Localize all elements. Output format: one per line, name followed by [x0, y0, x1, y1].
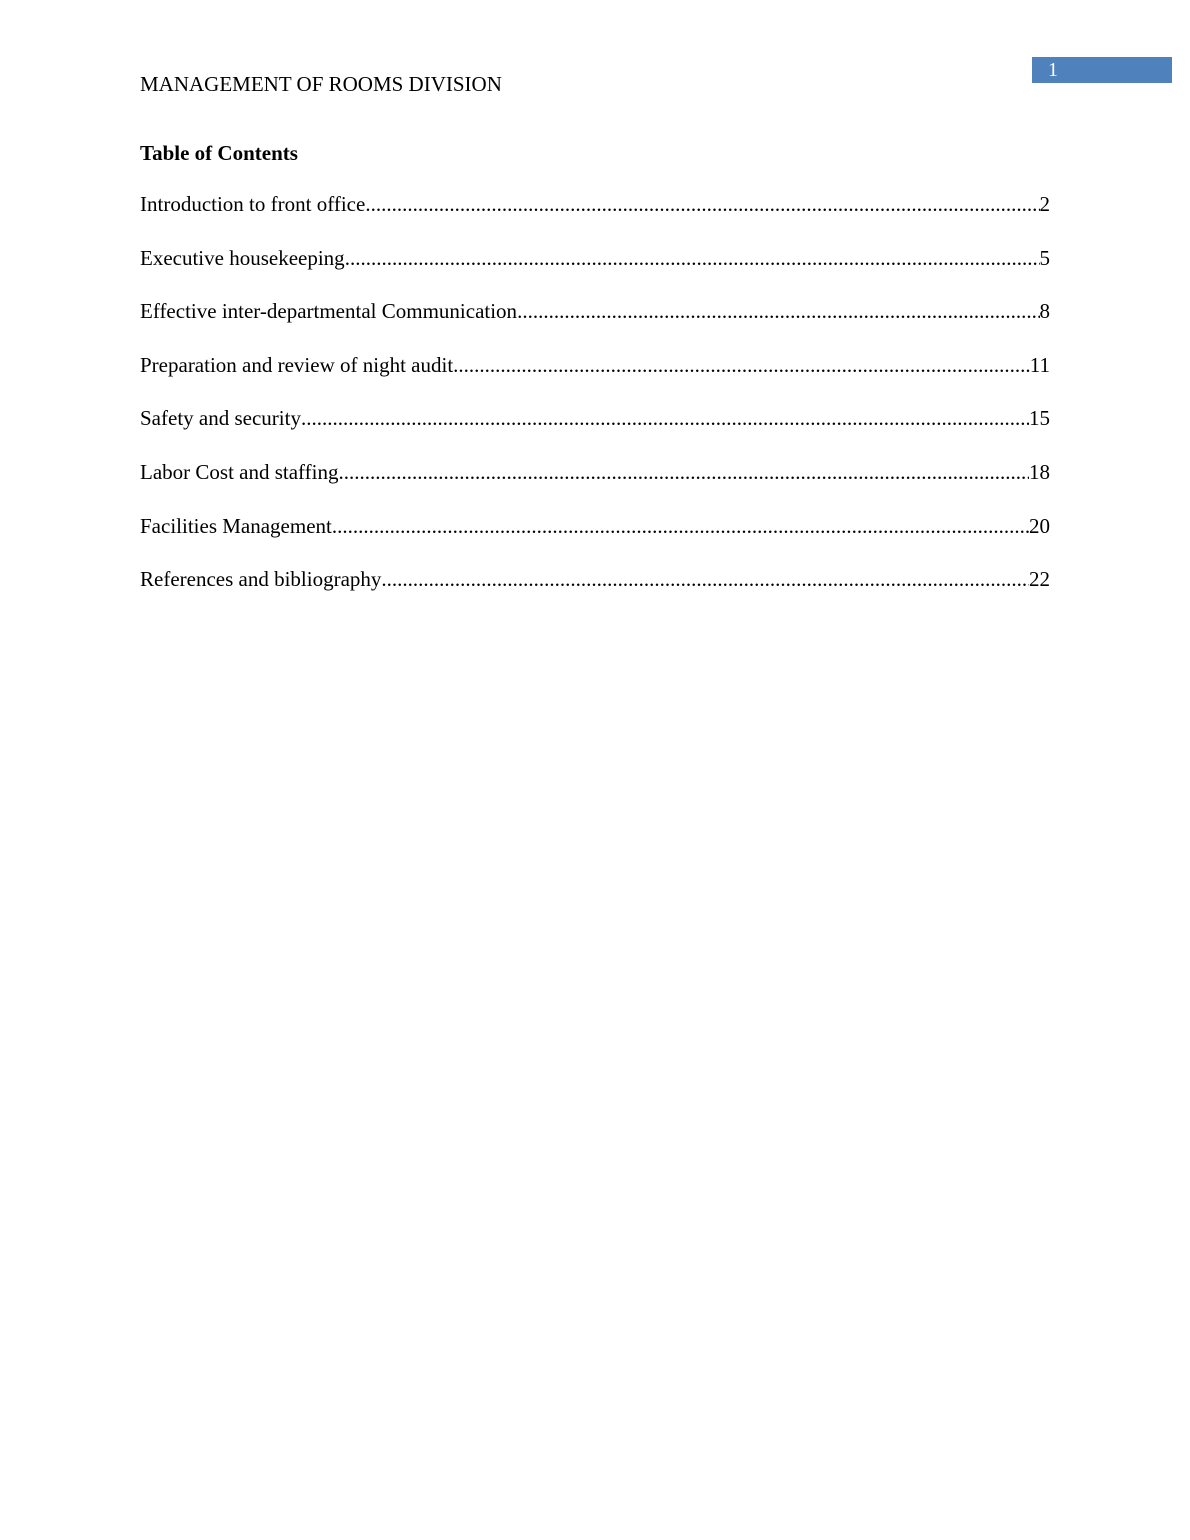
page-number-badge [1032, 57, 1172, 83]
toc-entry-inter-departmental-communication[interactable] [140, 297, 1050, 351]
toc-entry-title: References and bibliography [140, 567, 382, 592]
toc-entry-page: 11 [1029, 352, 1050, 377]
toc-entry-title: Introduction to front office [140, 192, 366, 216]
toc-entry-references-and-bibliography[interactable] [140, 565, 1050, 619]
toc-dot-leader [517, 297, 1039, 325]
toc-entry-title: Safety and security [140, 406, 301, 431]
toc-entry-facilities-management[interactable] [140, 512, 1050, 566]
toc-entry-page: 22 [1029, 567, 1050, 592]
toc-entry-page: 8 [1039, 299, 1050, 324]
toc-entry-executive-housekeeping[interactable] [140, 244, 1050, 298]
toc-entry-page: 2 [1039, 192, 1050, 216]
page-number: 1 [1048, 59, 1058, 81]
toc-entry-title: Facilities Management [140, 513, 332, 538]
toc-entry-safety-and-security[interactable] [140, 404, 1050, 458]
toc-entry-title: Executive housekeeping [140, 245, 345, 270]
toc-entry-night-audit[interactable] [140, 351, 1050, 405]
toc-dot-leader [332, 512, 1029, 540]
table-of-contents [140, 190, 1050, 619]
toc-entry-introduction-to-front-office[interactable] [140, 190, 1050, 244]
toc-entry-page: 5 [1039, 245, 1050, 270]
toc-dot-leader [339, 458, 1030, 486]
toc-entry-title: Effective inter-departmental Communication [140, 299, 518, 324]
running-head: MANAGEMENT OF ROOMS DIVISION [140, 72, 502, 96]
toc-dot-leader [365, 190, 1039, 218]
toc-entry-page: 20 [1029, 513, 1050, 538]
toc-entry-title: Preparation and review of night audit [140, 352, 454, 377]
toc-entry-page: 15 [1029, 406, 1050, 431]
toc-dot-leader [345, 244, 1040, 272]
toc-heading: Table of Contents [140, 141, 298, 165]
toc-entry-labor-cost-and-staffing[interactable] [140, 458, 1050, 512]
toc-dot-leader [301, 404, 1029, 432]
toc-entry-title: Labor Cost and staffing [140, 459, 339, 484]
toc-dot-leader [453, 351, 1030, 379]
toc-entry-page: 18 [1029, 459, 1050, 484]
toc-dot-leader [381, 565, 1029, 593]
